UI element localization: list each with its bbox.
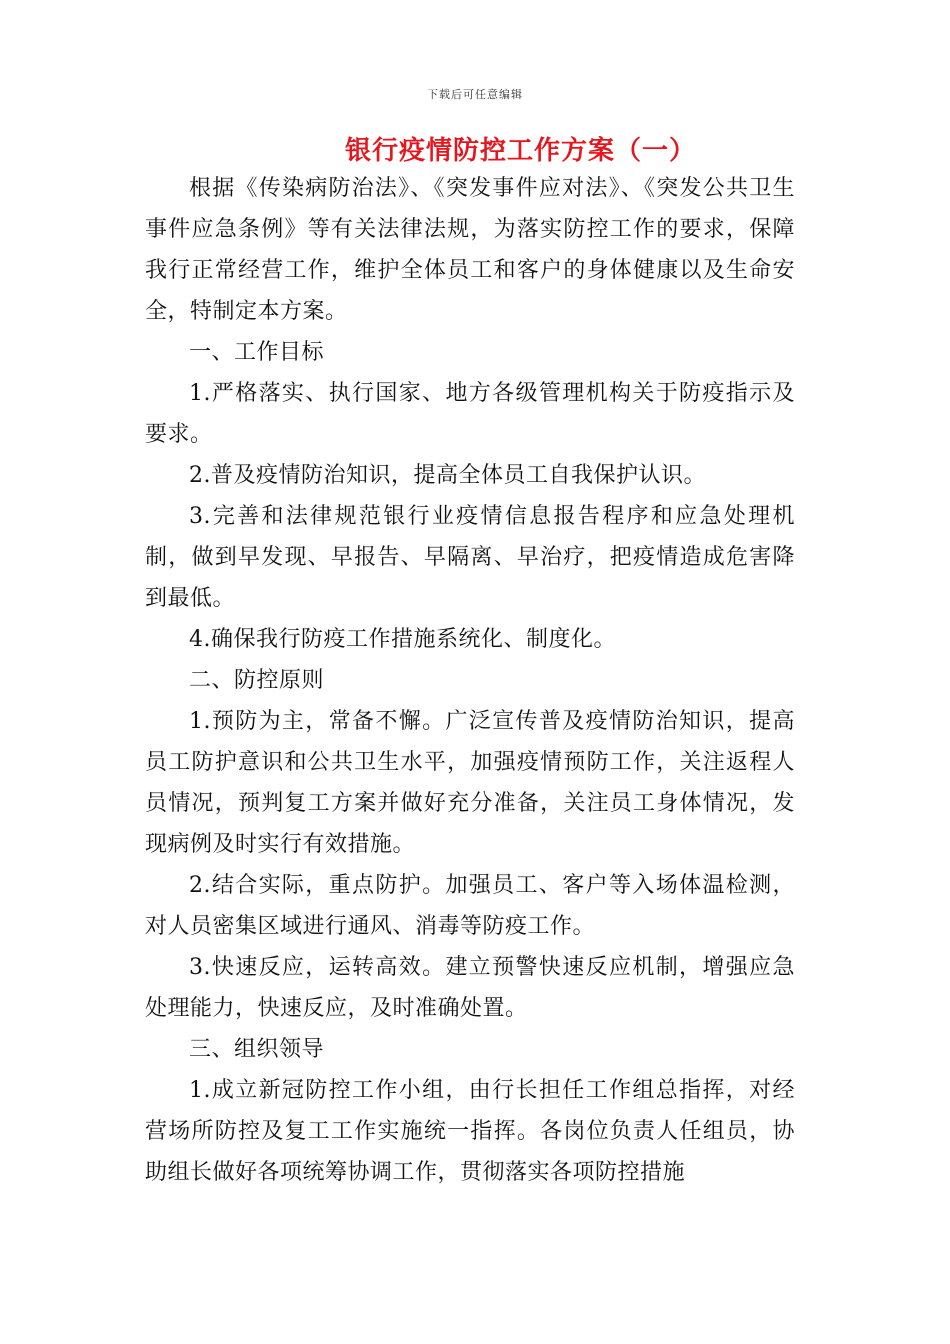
document-title: 银行疫情防控工作方案（一） <box>345 136 697 166</box>
paragraph-principle-2: 2.结合实际，重点防护。加强员工、客户等入场体温检测，对人员密集区域进行通风、消毒等防疫工作。 <box>145 873 795 939</box>
paragraph-principle-3: 3.快速反应，运转高效。建立预警快速反应机制，增强应急处理能力，快速反应，及时准确处置。 <box>145 955 795 1021</box>
paragraph-goal-1: 1.严格落实、执行国家、地方各级管理机构关于防疫指示及要求。 <box>145 381 795 447</box>
paragraph-principle-1: 1.预防为主，常备不懈。广泛宣传普及疫情防治知识，提高员工防护意识和公共卫生水平，加强疫情预防工作，关注返程人员情况，预判复工方案并做好充分准备，关注员工身体情况，发现病例及时实行有效措施。 <box>145 709 795 857</box>
section-heading-principles: 二、防控原则 <box>189 668 325 693</box>
paragraph-leadership-1: 1.成立新冠防控工作小组，由行长担任工作组总指挥，对经营场所防控及复工工作实施统一指挥。各岗位负责人任组员，协助组长做好各项统筹协调工作，贯彻落实各项防控措施 <box>145 1078 795 1185</box>
paragraph-goal-3: 3.完善和法律规范银行业疫情信息报告程序和应急处理机制，做到早发现、早报告、早隔离、早治疗，把疫情造成危害降到最低。 <box>145 504 795 611</box>
section-heading-goals: 一、工作目标 <box>189 340 325 365</box>
section-heading-leadership: 三、组织领导 <box>189 1037 325 1062</box>
paragraph-intro: 根据《传染病防治法》、《突发事件应对法》、《突发公共卫生事件应急条例》等有关法律法规，为落实防控工作的要求，保障我行正常经营工作，维护全体员工和客户的身体健康以及生命安全，特制定本方案。 <box>145 176 795 324</box>
paragraph-goal-2: 2.普及疫情防治知识，提高全体员工自我保护认识。 <box>189 463 706 488</box>
header-note: 下载后可任意编辑 <box>427 88 523 101</box>
paragraph-goal-4: 4.确保我行防疫工作措施系统化、制度化。 <box>189 627 616 652</box>
document-body <box>145 168 795 1193</box>
